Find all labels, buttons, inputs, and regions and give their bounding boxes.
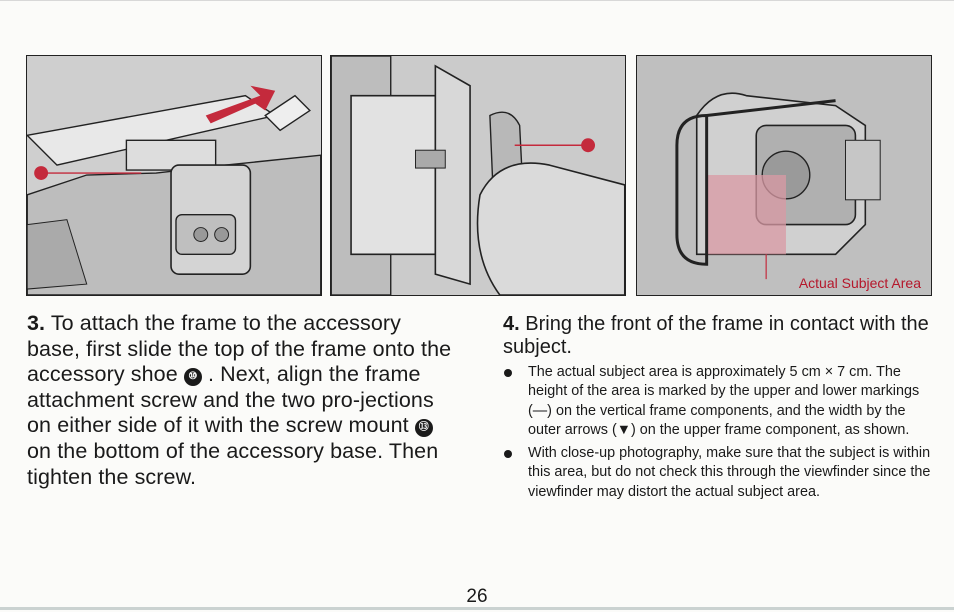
figure-actual-subject-area [636, 55, 932, 296]
bullet-close-up-warning: With close-up photography, make sure that the subject is within this area, but do not check this through the viewfinder since the viewfinder may distort the actual subject area. [503, 444, 933, 502]
page-number: 26 [466, 586, 488, 607]
frame-subject-area-illustration [637, 56, 931, 295]
figure-screw-mount [330, 55, 626, 296]
step-4-instructions [503, 311, 933, 502]
ref-screw-mount-badge: ⑬ [415, 419, 433, 437]
step-3-text-3: on the bottom of the accessory base. Then tighten the screw. [27, 438, 439, 489]
screw-mount-illustration [331, 56, 625, 295]
figure-attach-frame-to-shoe [26, 55, 322, 296]
ref-accessory-shoe-badge: ⑩ [184, 368, 202, 386]
step-4-number: 4. [503, 313, 520, 335]
bottom-rule [0, 607, 954, 610]
camera-accessory-shoe-illustration [27, 56, 321, 295]
top-rule [0, 0, 954, 1]
step-4-heading: Bring the front of the frame in contact with the subject. [503, 313, 929, 358]
step-3-text: To attach the frame to the accessory base, first slide the top of the frame onto the accessory shoe [27, 311, 452, 387]
step-3-text-2: . Next, align the frame attachment screw and the two pro-jections on either side of it with the screw mount [27, 362, 434, 438]
step-3-instructions [27, 311, 459, 490]
step-3-number: 3. [27, 311, 46, 335]
step-4-heading-block [503, 313, 933, 359]
subject-area-caption: Actual Subject Area [798, 275, 921, 291]
bullet-subject-area-size: The actual subject area is approximately 5 cm × 7 cm. The height of the area is marked by the upper and lower markings (—) on the vertical frame components, and the width by the outer arrows (▼) on the upper frame component, as shown. [503, 363, 933, 440]
